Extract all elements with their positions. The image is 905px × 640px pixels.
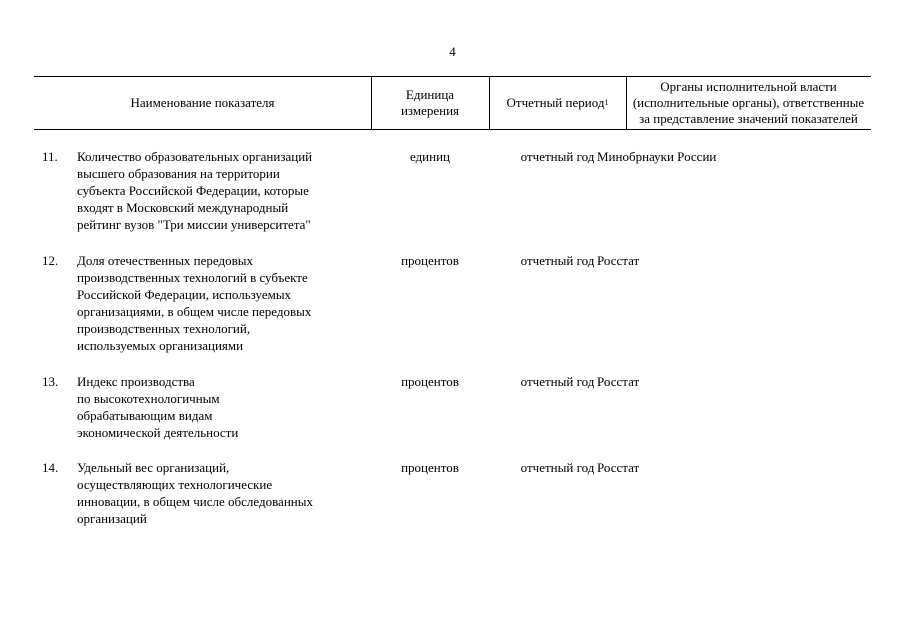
row-name-line: производственных технологий,	[77, 321, 251, 336]
header-indicator-name: Наименование показателя	[130, 95, 275, 110]
row-indicator-name	[77, 252, 377, 354]
table-header	[34, 76, 871, 130]
row-organization: Росстат	[597, 460, 640, 475]
row-number: 13.	[42, 374, 59, 389]
header-organization	[626, 77, 871, 129]
row-unit: единиц	[409, 149, 451, 164]
row-period: отчетный год	[520, 374, 595, 389]
row-name-line: рейтинг вузов "Три миссии университета"	[77, 217, 311, 232]
row-unit: процентов	[401, 460, 459, 475]
row-organization: Росстат	[597, 374, 640, 389]
header-period: Отчетный период 1	[506, 95, 609, 110]
header-org-line2: (исполнительные органы), ответственные	[632, 95, 865, 110]
row-organization: Минобрнауки России	[597, 149, 717, 164]
header-unit	[371, 77, 489, 129]
row-indicator-name	[77, 148, 377, 233]
row-unit: процентов	[401, 374, 459, 389]
header-unit-line2: измерения	[400, 103, 460, 118]
row-name-line: обрабатывающим видам	[77, 408, 213, 423]
row-number: 11.	[42, 149, 58, 164]
header-divider	[626, 77, 627, 129]
row-period: отчетный год	[520, 460, 595, 475]
row-name-line: высшего образования на территории	[77, 166, 280, 181]
row-name-line: по высокотехнологичным	[77, 391, 220, 406]
row-name-line: Индекс производства	[77, 374, 195, 389]
row-name-line: производственных технологий в субъекте	[77, 270, 308, 285]
row-unit: процентов	[401, 253, 459, 268]
row-number: 12.	[42, 253, 59, 268]
row-number: 14.	[42, 460, 59, 475]
row-name-line: экономической деятельности	[77, 425, 239, 440]
row-name-line: входят в Московский международный	[77, 200, 289, 215]
row-name-line: инновации, в общем числе обследованных	[77, 494, 313, 509]
row-period: отчетный год	[520, 149, 595, 164]
row-indicator-name	[77, 459, 377, 527]
header-divider	[371, 77, 372, 129]
header-period-label: Отчетный период	[506, 95, 605, 110]
header-org-line1: Органы исполнительной власти	[660, 79, 837, 94]
row-name-line: организаций	[77, 511, 147, 526]
row-name-line: осуществляющих технологические	[77, 477, 273, 492]
header-divider	[489, 77, 490, 129]
row-name-line: организациями, в общем числе передовых	[77, 304, 312, 319]
row-name-line: Количество образовательных организаций	[77, 149, 313, 164]
header-org-line3: за представление значений показателей	[639, 111, 858, 126]
row-name-line: используемых организациями	[77, 338, 244, 353]
row-name-line: Российской Федерации, используемых	[77, 287, 292, 302]
row-name-line: субъекта Российской Федерации, которые	[77, 183, 309, 198]
row-name-line: Доля отечественных передовых	[77, 253, 253, 268]
row-organization: Росстат	[597, 253, 640, 268]
header-unit-line1: Единица	[405, 87, 455, 102]
row-indicator-name	[77, 373, 377, 441]
row-period: отчетный год	[520, 253, 595, 268]
row-name-line: Удельный вес организаций,	[77, 460, 230, 475]
page-number: 4	[449, 44, 456, 59]
